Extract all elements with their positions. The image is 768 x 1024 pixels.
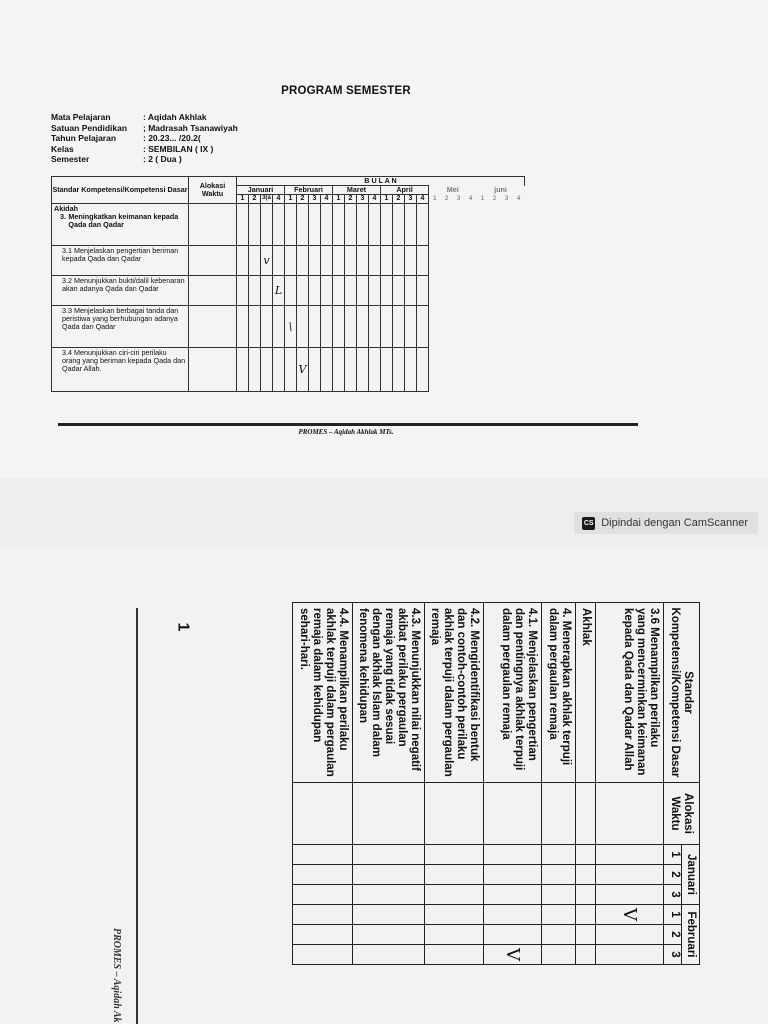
week-number: 1 xyxy=(480,194,485,202)
week-number: 1 xyxy=(664,905,682,925)
week-number: 3 xyxy=(456,194,461,202)
week-number: 3 xyxy=(664,945,682,965)
page-mark: 1 xyxy=(174,622,192,632)
meta-value: ; Madrasah Tsanawiyah xyxy=(143,122,238,133)
week-number: 2 xyxy=(492,194,497,202)
meta-label: Tahun Pelajaran xyxy=(51,133,117,143)
month-februari: Februari xyxy=(682,905,700,965)
check-mark: L xyxy=(273,276,285,306)
month-juni: juni xyxy=(494,185,507,194)
meta-value: : 20.23... /20.2( xyxy=(143,133,201,143)
meta-value: : SEMBILAN ( IX ) xyxy=(143,143,214,154)
month-april: April xyxy=(381,186,429,195)
table-row xyxy=(52,306,525,348)
table-row xyxy=(353,603,425,965)
check-mark: V xyxy=(484,945,542,965)
week-number: 4 xyxy=(516,194,521,202)
month-maret: Maret xyxy=(333,186,381,195)
week-number: 2 xyxy=(444,194,449,202)
footer-rule xyxy=(58,423,638,426)
meta-label: Satuan Pendidikan xyxy=(51,122,128,133)
header-bulan: B U L A N xyxy=(237,177,525,186)
table-row xyxy=(542,603,576,965)
kd-cell: 3.1 Menjelaskan pengertian beriman kepada Qada dan Qadar xyxy=(52,246,189,276)
week-number: 1 xyxy=(285,195,297,204)
week-number: 1 xyxy=(381,195,393,204)
sk-line xyxy=(54,213,186,229)
meta-label: Kelas xyxy=(51,143,74,154)
promes-table xyxy=(51,176,525,392)
check-mark: V xyxy=(297,348,309,392)
sk-cell: 4. Menerapkan akhlak terpuji dalam pergaulan remaja xyxy=(542,603,576,783)
week-number: 3 xyxy=(405,195,417,204)
meta-row xyxy=(51,144,238,155)
week-number-handwritten: 3(a xyxy=(261,195,273,204)
meta-row xyxy=(51,133,238,144)
week-number: 4 xyxy=(321,195,333,204)
scanned-page-2 xyxy=(0,548,768,1024)
rotated-table-wrapper xyxy=(180,602,700,1024)
month-mei: Mei xyxy=(446,185,459,194)
check-mark: v xyxy=(261,246,273,276)
week-number: 1 xyxy=(664,845,682,865)
table-row xyxy=(576,603,596,965)
week-number: 1 xyxy=(432,194,437,202)
camscanner-badge xyxy=(574,512,758,534)
week-number: 3 xyxy=(357,195,369,204)
meta-label: Mata Pelajaran xyxy=(51,112,111,122)
kd-cell: 4.1. Menjelaskan pengertian dan pentingnya akhlak terpuji dalam pergaulan remaja xyxy=(484,603,542,783)
week-number: 2 xyxy=(664,925,682,945)
camscanner-label: Dipindai dengan CamScanner xyxy=(601,517,748,529)
table-row xyxy=(293,603,353,965)
week-number: 4 xyxy=(369,195,381,204)
kd-cell: 4.4. Menampilkan perilaku akhlak terpuji dalam pergaulan remaja dalam kehidupan sehari-hari. xyxy=(293,603,353,783)
month-januari: Januari xyxy=(682,845,700,905)
week-number: 2 xyxy=(345,195,357,204)
kd-cell: 4.2. Mengidentifikasi bentuk dan contoh-contoh perilaku akhlak terpuji dalam pergaulan remaja xyxy=(425,603,484,783)
week-number: 3 xyxy=(309,195,321,204)
table-row xyxy=(52,246,525,276)
table-row xyxy=(596,603,664,965)
table-row xyxy=(52,348,525,392)
table-row xyxy=(484,603,542,965)
week-number: 3 xyxy=(664,885,682,905)
sk-cell xyxy=(52,204,189,246)
week-number: 1 xyxy=(333,195,345,204)
week-number: 2 xyxy=(249,195,261,204)
week-number: 4 xyxy=(273,195,285,204)
meta-row xyxy=(51,154,238,165)
kd-cell: 3.6 Menampilkan perilaku yang mencerminkan keimanan kepada Qada dan Qadar Allah xyxy=(596,603,664,783)
week-number: 2 xyxy=(393,195,405,204)
kd-cell: 3.3 Menjelaskan berbagai tanda dan peristiwa yang berhubungan adanya Qada dan Qadar xyxy=(52,306,189,348)
sk-text: Meningkatkan keimanan kepada Qada dan Qadar xyxy=(68,212,179,230)
promes-table-page2 xyxy=(292,602,700,965)
kd-cell: 3.2 Menunjukkan bukti/dalil kebenaran akan adanya Qada dan Qadar xyxy=(52,276,189,306)
meta-row xyxy=(51,112,238,123)
table-row xyxy=(52,276,525,306)
week-number: 1 xyxy=(237,195,249,204)
meta-value: : 2 ( Dua ) xyxy=(143,154,182,164)
meta-label: Semester xyxy=(51,154,90,164)
kd-cell: 3.4 Menunjukkan ciri-ciri perilaku orang yang beriman kepada Qada dan Qadar Allah. xyxy=(52,348,189,392)
section-label: Akhlak xyxy=(576,603,596,783)
header-standar-kompetensi: Standar Kompetensi/Kompetensi Dasar xyxy=(664,603,700,783)
scanned-page-1 xyxy=(0,0,768,478)
header-standar-kompetensi: Standar Kompetensi/Kompetensi Dasar xyxy=(52,177,189,204)
week-number: 2 xyxy=(664,865,682,885)
month-januari: Januari xyxy=(237,186,285,195)
footer-rule xyxy=(136,608,138,1024)
document-metadata xyxy=(51,112,238,165)
week-number: 4 xyxy=(468,194,473,202)
table-row xyxy=(52,204,525,246)
page-footer: PROMES – Aqidah Ak xyxy=(111,928,122,1023)
week-number: 4 xyxy=(417,195,429,204)
document-title: PROGRAM SEMESTER xyxy=(281,85,411,97)
header-alokasi-waktu: Alokasi Waktu xyxy=(189,177,237,204)
sk-number: 3. xyxy=(60,212,66,222)
meta-row xyxy=(51,123,238,134)
month-februari: Februari xyxy=(285,186,333,195)
meta-value: : Aqidah Akhlak xyxy=(143,112,207,122)
kd-cell: 4.3. Menunjukkan nilai negatif akibat perilaku pergaulan remaja yang tidak sesuai dengan akhlak Islam dalam fenomena kehidupan xyxy=(353,603,425,783)
check-mark: V xyxy=(596,905,664,925)
week-number: 2 xyxy=(297,195,309,204)
section-label: Akidah xyxy=(54,204,78,213)
table-row xyxy=(425,603,484,965)
week-number: 3 xyxy=(504,194,509,202)
header-alokasi-waktu: Alokasi Waktu xyxy=(664,783,700,845)
check-mark: \ xyxy=(285,306,297,348)
page-footer: PROMES – Aqidah Akhlak MTs. xyxy=(298,428,394,436)
camscanner-icon: CS xyxy=(582,517,595,530)
